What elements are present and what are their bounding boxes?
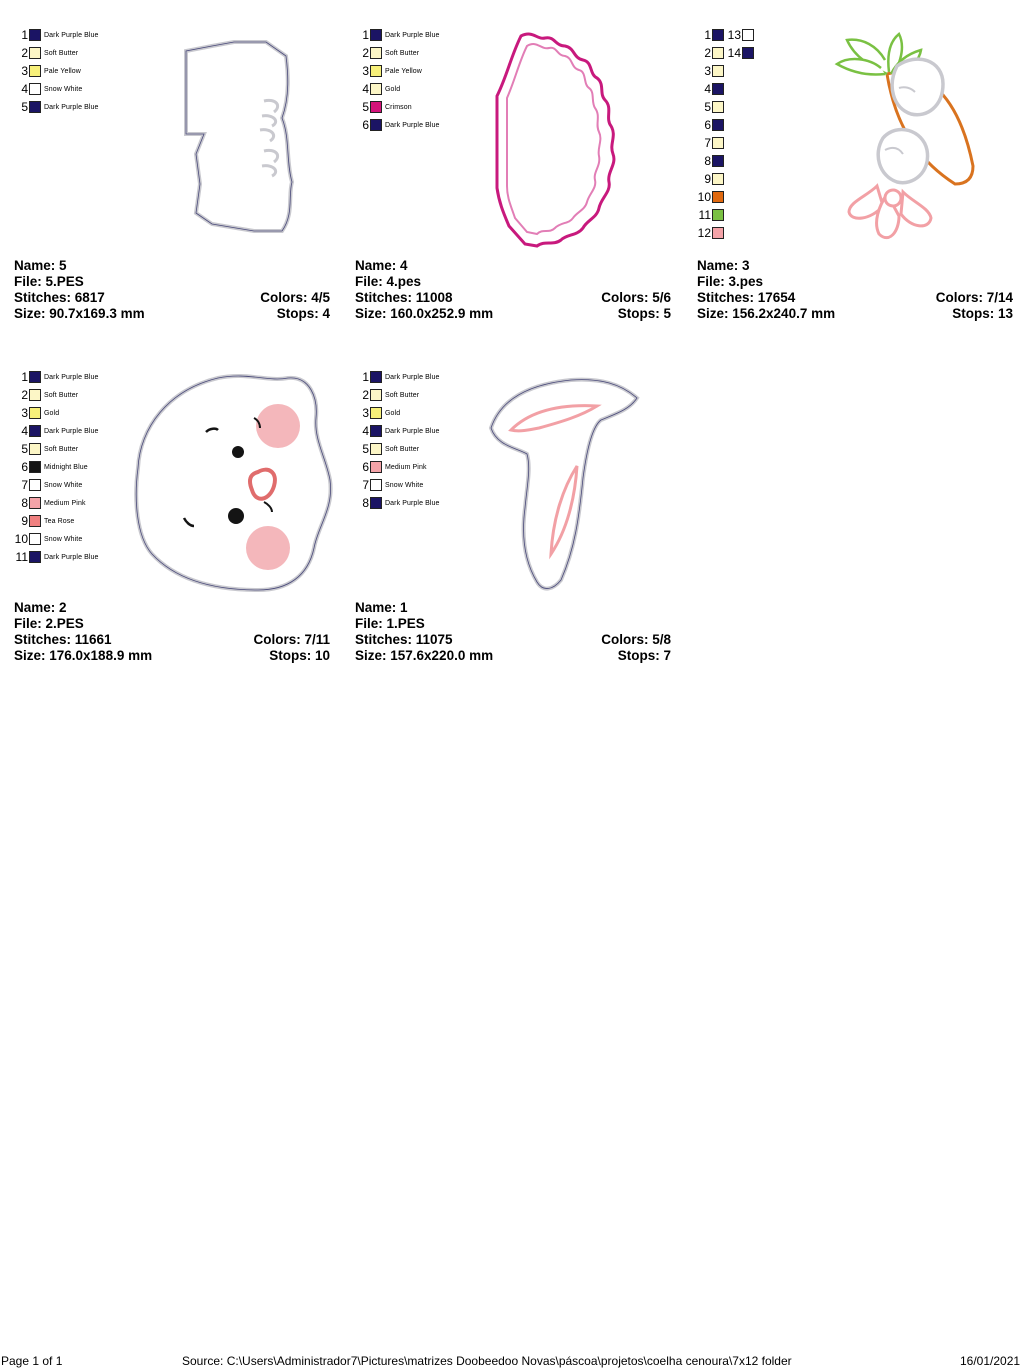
design-stops: Stops: 10 [269, 648, 330, 663]
palette-entry [14, 422, 99, 440]
color-swatch [29, 83, 41, 95]
palette-number: 5 [21, 442, 28, 456]
palette-color-name: Crimson [385, 103, 412, 111]
color-swatch [742, 47, 754, 59]
color-swatch [712, 137, 724, 149]
palette-number: 11 [698, 208, 711, 222]
palette-number: 7 [704, 136, 711, 150]
palette-color-name: Medium Pink [385, 463, 427, 471]
color-swatch [29, 551, 41, 563]
palette-entry [697, 206, 724, 224]
palette-entry [697, 224, 724, 242]
color-swatch [29, 497, 41, 509]
palette-color-name: Dark Purple Blue [385, 31, 440, 39]
color-swatch [370, 119, 382, 131]
palette-color-name: Gold [44, 409, 60, 417]
color-swatch [712, 101, 724, 113]
palette-entry [355, 404, 400, 422]
palette-number: 5 [362, 442, 369, 456]
color-swatch [370, 83, 382, 95]
design-stops: Stops: 13 [952, 306, 1013, 321]
design-file: File: 4.pes [355, 274, 422, 289]
design-colors: Colors: 7/11 [253, 632, 330, 647]
color-swatch [29, 479, 41, 491]
palette-number: 5 [362, 100, 369, 114]
design-stitches: Stitches: 11661 [14, 632, 112, 647]
palette-color-name: Snow White [44, 85, 83, 93]
palette-entry [697, 170, 724, 188]
design-info [355, 258, 671, 322]
design-name: Name: 1 [355, 600, 408, 615]
color-swatch [29, 65, 41, 77]
palette-entry [355, 386, 419, 404]
palette-color-name: Gold [385, 409, 401, 417]
design-size: Size: 160.0x252.9 mm [355, 306, 494, 321]
color-swatch [29, 533, 41, 545]
palette-entry [697, 134, 724, 152]
design-stitches: Stitches: 6817 [14, 290, 105, 305]
color-swatch [712, 173, 724, 185]
palette-entry [355, 62, 422, 80]
color-swatch [29, 461, 41, 473]
palette-color-name: Dark Purple Blue [44, 103, 99, 111]
color-swatch [370, 101, 382, 113]
palette-entry [355, 440, 419, 458]
palette-entry [697, 188, 724, 206]
palette-entry [355, 44, 419, 62]
palette-number: 3 [362, 406, 369, 420]
palette-number: 3 [21, 64, 28, 78]
palette-color-name: Snow White [44, 481, 83, 489]
palette-color-name: Dark Purple Blue [385, 373, 440, 381]
palette-color-name: Medium Pink [44, 499, 86, 507]
design-preview-5 [164, 26, 304, 251]
palette-entry [355, 458, 427, 476]
color-swatch [370, 497, 382, 509]
palette-entry [14, 62, 81, 80]
palette-number: 14 [727, 46, 741, 60]
palette-entry [14, 494, 86, 512]
palette-entry [697, 98, 724, 116]
palette-entry [14, 386, 78, 404]
color-swatch [712, 65, 724, 77]
design-stops: Stops: 5 [617, 306, 671, 321]
color-swatch [370, 371, 382, 383]
color-swatch [712, 191, 724, 203]
color-swatch [29, 407, 41, 419]
palette-entry [697, 152, 724, 170]
palette-number: 4 [21, 82, 28, 96]
design-card-5 [14, 26, 330, 346]
print-date: 16/01/2021 [960, 1354, 1021, 1368]
color-swatch [29, 29, 41, 41]
design-name: Name: 2 [14, 600, 67, 615]
color-swatch [370, 443, 382, 455]
palette-number: 4 [704, 82, 711, 96]
palette-entry [355, 422, 440, 440]
palette-color-name: Snow White [385, 481, 424, 489]
color-swatch [370, 65, 382, 77]
color-swatch [370, 461, 382, 473]
design-file: File: 1.PES [355, 616, 425, 631]
design-info [14, 600, 330, 664]
palette-entry [355, 80, 400, 98]
palette-number: 3 [21, 406, 28, 420]
design-stops: Stops: 4 [276, 306, 330, 321]
palette-entry [14, 476, 82, 494]
palette-entry [355, 116, 440, 134]
design-name: Name: 3 [697, 258, 750, 273]
color-swatch [370, 479, 382, 491]
palette-entry [355, 98, 412, 116]
color-swatch [370, 389, 382, 401]
design-preview-4 [493, 26, 643, 251]
palette-entry [14, 26, 99, 44]
palette-color-name: Midnight Blue [44, 463, 88, 471]
palette-color-name: Soft Butter [385, 49, 420, 57]
design-stitches: Stitches: 11075 [355, 632, 453, 647]
palette-number: 2 [704, 46, 711, 60]
palette-entry [727, 44, 754, 62]
color-swatch [29, 443, 41, 455]
palette-number: 1 [21, 28, 28, 42]
palette-entry [14, 404, 59, 422]
palette-number: 4 [362, 82, 369, 96]
color-swatch [712, 119, 724, 131]
color-swatch [29, 389, 41, 401]
palette-entry [727, 26, 754, 44]
color-swatch [370, 47, 382, 59]
design-size: Size: 176.0x188.9 mm [14, 648, 153, 663]
palette-color-name: Pale Yellow [44, 67, 81, 75]
palette-number: 8 [362, 496, 369, 510]
palette-color-name: Dark Purple Blue [385, 121, 440, 129]
palette-number: 10 [697, 190, 711, 204]
palette-entry [697, 44, 724, 62]
palette-number: 4 [21, 424, 28, 438]
palette-entry [14, 458, 88, 476]
palette-number: 5 [21, 100, 28, 114]
palette-number: 9 [21, 514, 28, 528]
palette-number: 6 [362, 460, 369, 474]
palette-number: 13 [727, 28, 741, 42]
palette-entry [355, 26, 440, 44]
palette-entry [697, 80, 724, 98]
palette-entry [14, 44, 78, 62]
palette-entry [14, 80, 82, 98]
palette-color-name: Dark Purple Blue [44, 31, 99, 39]
palette-number: 2 [362, 388, 369, 402]
design-size: Size: 157.6x220.0 mm [355, 648, 494, 663]
color-swatch [712, 29, 724, 41]
design-stops: Stops: 7 [617, 648, 671, 663]
palette-number: 2 [362, 46, 369, 60]
palette-entry [14, 512, 74, 530]
palette-number: 4 [362, 424, 369, 438]
palette-number: 12 [697, 226, 711, 240]
design-name: Name: 4 [355, 258, 408, 273]
design-stitches: Stitches: 11008 [355, 290, 453, 305]
palette-color-name: Soft Butter [44, 445, 79, 453]
palette-color-name: Dark Purple Blue [385, 499, 440, 507]
design-file: File: 5.PES [14, 274, 84, 289]
design-colors: Colors: 4/5 [260, 290, 330, 305]
design-colors: Colors: 7/14 [935, 290, 1013, 305]
palette-number: 7 [21, 478, 28, 492]
palette-number: 8 [704, 154, 711, 168]
palette-color-name: Pale Yellow [385, 67, 422, 75]
palette-entry [355, 494, 440, 512]
design-stitches: Stitches: 17654 [697, 290, 796, 305]
palette-number: 3 [362, 64, 369, 78]
palette-color-name: Tea Rose [44, 517, 75, 525]
palette-color-name: Soft Butter [385, 391, 420, 399]
palette-number: 2 [21, 46, 28, 60]
design-info [355, 600, 671, 664]
palette-entry [697, 62, 724, 80]
color-swatch [29, 515, 41, 527]
color-swatch [29, 371, 41, 383]
palette-number: 1 [704, 28, 711, 42]
design-info [14, 258, 330, 322]
palette-number: 1 [362, 370, 369, 384]
palette-number: 6 [21, 460, 28, 474]
design-info [697, 258, 1013, 322]
palette-number: 6 [362, 118, 369, 132]
palette-number: 11 [15, 550, 28, 564]
palette-color-name: Snow White [44, 535, 83, 543]
color-swatch [370, 425, 382, 437]
color-swatch [712, 155, 724, 167]
design-file: File: 2.PES [14, 616, 84, 631]
design-preview-3 [827, 26, 987, 251]
palette-entry [697, 26, 724, 44]
color-swatch [712, 227, 724, 239]
design-card-2 [14, 368, 330, 688]
color-swatch [712, 47, 724, 59]
design-card-1 [355, 368, 671, 688]
palette-number: 2 [21, 388, 28, 402]
design-colors: Colors: 5/6 [601, 290, 671, 305]
design-name: Name: 5 [14, 258, 67, 273]
palette-number: 5 [704, 100, 711, 114]
design-preview-2 [118, 368, 338, 593]
palette-number: 1 [362, 28, 369, 42]
design-card-3 [697, 26, 1013, 346]
palette-color-name: Soft Butter [44, 49, 79, 57]
color-swatch [370, 29, 382, 41]
palette-color-name: Soft Butter [385, 445, 420, 453]
palette-color-name: Dark Purple Blue [44, 427, 99, 435]
palette-color-name: Dark Purple Blue [385, 427, 440, 435]
design-preview-1 [481, 368, 651, 593]
color-swatch [370, 407, 382, 419]
palette-entry [697, 116, 724, 134]
design-size: Size: 90.7x169.3 mm [14, 306, 145, 321]
palette-number: 1 [21, 370, 28, 384]
color-swatch [29, 47, 41, 59]
palette-color-name: Soft Butter [44, 391, 79, 399]
design-file: File: 3.pes [697, 274, 764, 289]
palette-entry [355, 476, 423, 494]
page-number: Page 1 of 1 [1, 1354, 63, 1368]
palette-entry [14, 530, 82, 548]
palette-number: 10 [14, 532, 28, 546]
palette-number: 8 [21, 496, 28, 510]
design-card-4 [355, 26, 671, 346]
color-swatch [712, 83, 724, 95]
color-swatch [29, 101, 41, 113]
color-swatch [712, 209, 724, 221]
design-colors: Colors: 5/8 [601, 632, 671, 647]
palette-color-name: Gold [385, 85, 401, 93]
palette-number: 7 [362, 478, 369, 492]
color-swatch [742, 29, 754, 41]
palette-entry [14, 440, 78, 458]
palette-number: 3 [704, 64, 711, 78]
palette-number: 6 [704, 118, 711, 132]
palette-entry [355, 368, 440, 386]
color-swatch [29, 425, 41, 437]
palette-color-name: Dark Purple Blue [44, 553, 99, 561]
palette-number: 9 [704, 172, 711, 186]
source-path: Source: C:\Users\Administrador7\Pictures\matrizes Doobeedoo Novas\páscoa\projetos\coelha cenoura\7x12 folder [182, 1354, 792, 1368]
palette-color-name: Dark Purple Blue [44, 373, 99, 381]
palette-entry [14, 98, 99, 116]
design-size: Size: 156.2x240.7 mm [697, 306, 836, 321]
palette-entry [14, 548, 99, 566]
palette-entry [14, 368, 99, 386]
